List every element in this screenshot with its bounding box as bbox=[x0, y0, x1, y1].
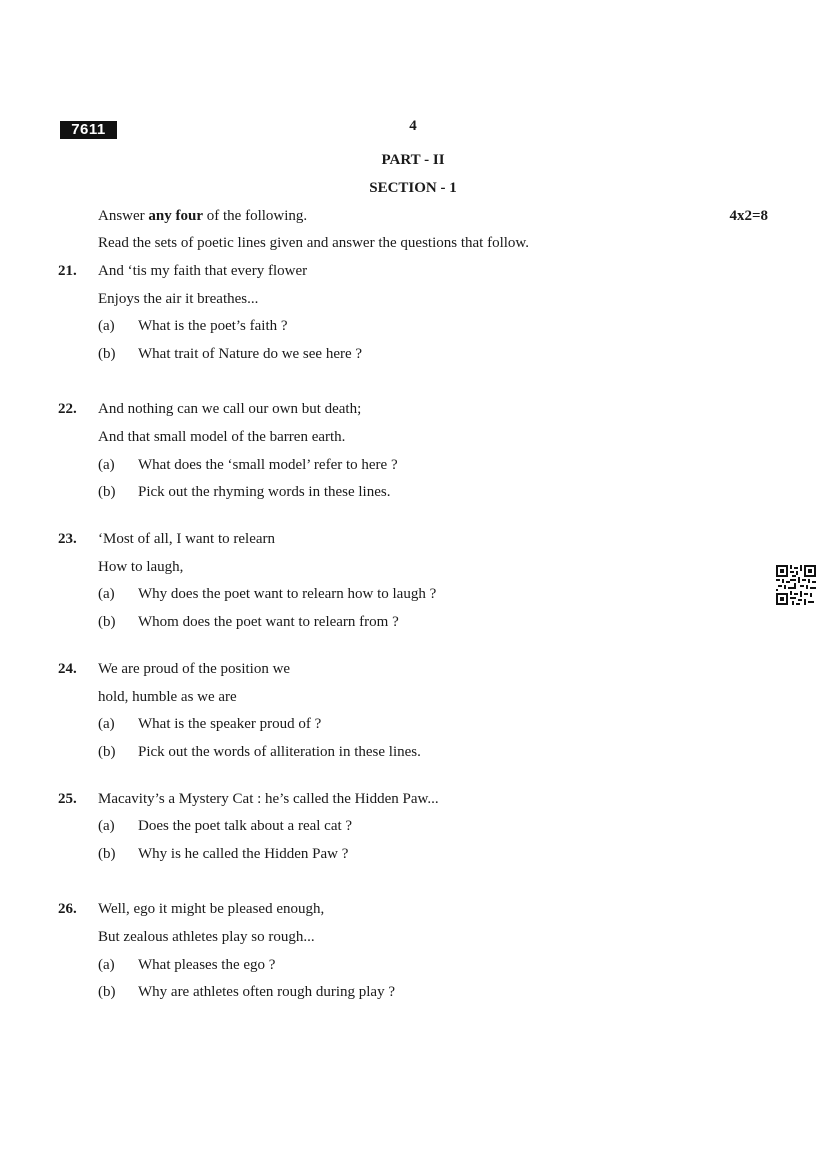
part-question: What pleases the ego ? bbox=[138, 957, 276, 973]
part-label: (b) bbox=[98, 846, 116, 862]
marks-allocation: 4x2=8 bbox=[729, 208, 768, 224]
read-instruction: Read the sets of poetic lines given and answer the questions that follow. bbox=[98, 235, 530, 251]
part-label: (b) bbox=[98, 346, 116, 362]
poem-line: hold, humble as we are bbox=[98, 689, 237, 705]
part-label: (a) bbox=[98, 818, 115, 834]
question-number: 21. bbox=[58, 263, 77, 279]
qr-code-icon bbox=[776, 565, 816, 605]
part-label: (b) bbox=[98, 984, 116, 1000]
question-number: 23. bbox=[58, 531, 77, 547]
poem-line: Well, ego it might be pleased enough, bbox=[98, 901, 325, 917]
poem-line: How to laugh, bbox=[98, 559, 184, 575]
section-heading: SECTION - 1 bbox=[369, 180, 457, 196]
part-heading: PART - II bbox=[381, 152, 445, 168]
paper-code-badge: 7611 bbox=[60, 121, 117, 139]
part-label: (a) bbox=[98, 957, 115, 973]
poem-line: ‘Most of all, I want to relearn bbox=[98, 531, 276, 547]
part-question: Pick out the rhyming words in these lines. bbox=[138, 484, 391, 500]
answer-instruction bbox=[98, 208, 307, 225]
part-question: Pick out the words of alliteration in these lines. bbox=[138, 744, 421, 760]
part-label: (b) bbox=[98, 614, 116, 630]
poem-line: We are proud of the position we bbox=[98, 661, 291, 677]
part-question: What is the speaker proud of ? bbox=[138, 716, 322, 732]
part-question: Does the poet talk about a real cat ? bbox=[138, 818, 353, 834]
part-label: (a) bbox=[98, 586, 115, 602]
part-label: (b) bbox=[98, 744, 116, 760]
poem-line: And ‘tis my faith that every flower bbox=[98, 263, 308, 279]
part-label: (b) bbox=[98, 484, 116, 500]
part-label: (a) bbox=[98, 318, 115, 334]
page-number: 4 bbox=[409, 118, 417, 134]
part-label: (a) bbox=[98, 457, 115, 473]
instruction-bold: any four bbox=[148, 208, 203, 224]
instruction-suffix: of the following. bbox=[203, 208, 308, 224]
part-question: What does the ‘small model’ refer to here ? bbox=[138, 457, 398, 473]
part-label: (a) bbox=[98, 716, 115, 732]
question-number: 22. bbox=[58, 401, 77, 417]
poem-line: Macavity’s a Mystery Cat : he’s called the Hidden Paw... bbox=[98, 791, 439, 807]
question-number: 24. bbox=[58, 661, 77, 677]
part-question: What trait of Nature do we see here ? bbox=[138, 346, 363, 362]
poem-line: But zealous athletes play so rough... bbox=[98, 929, 315, 945]
part-question: Why are athletes often rough during play ? bbox=[138, 984, 395, 1000]
poem-line: And that small model of the barren earth. bbox=[98, 429, 346, 445]
question-number: 25. bbox=[58, 791, 77, 807]
part-question: Why does the poet want to relearn how to laugh ? bbox=[138, 586, 437, 602]
question-number: 26. bbox=[58, 901, 77, 917]
poem-line: Enjoys the air it breathes... bbox=[98, 291, 259, 307]
part-question: What is the poet’s faith ? bbox=[138, 318, 288, 334]
part-question: Why is he called the Hidden Paw ? bbox=[138, 846, 349, 862]
poem-line: And nothing can we call our own but death; bbox=[98, 401, 362, 417]
instruction-prefix: Answer bbox=[98, 208, 149, 224]
part-question: Whom does the poet want to relearn from ? bbox=[138, 614, 399, 630]
